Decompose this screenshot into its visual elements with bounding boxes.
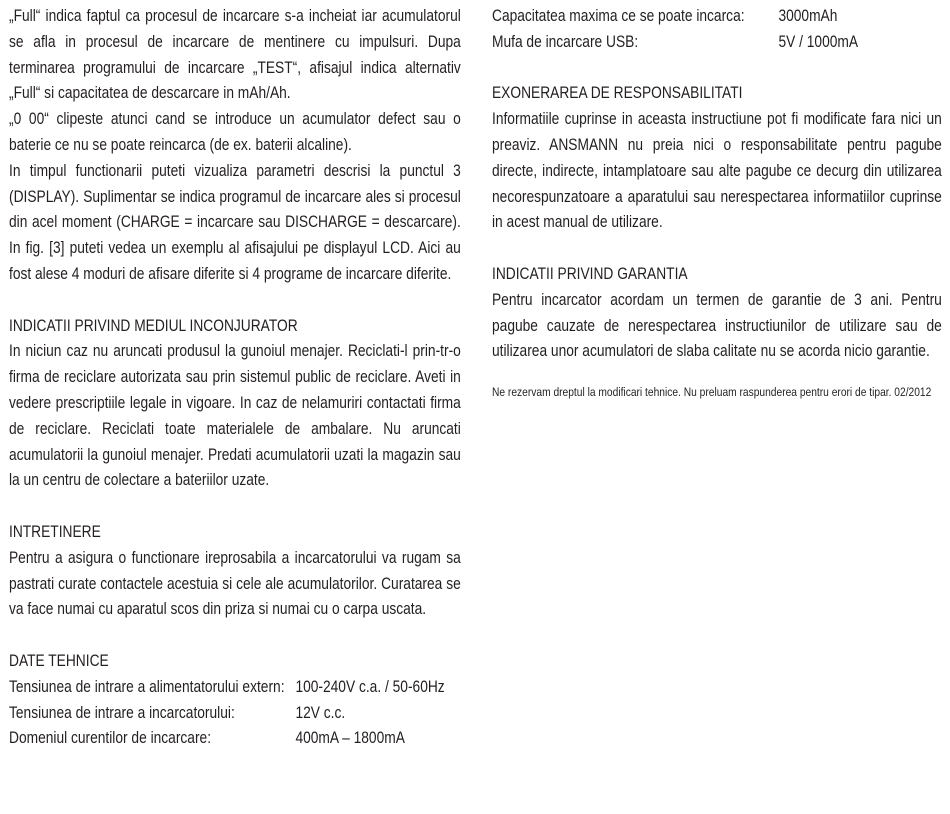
right-column [492, 4, 942, 401]
maintenance-heading: INTRETINERE [9, 522, 101, 541]
tech-row-charge-current [9, 726, 461, 752]
tech-row-input-charger [9, 701, 461, 727]
tech-row-value: 12V c.c. [295, 703, 346, 722]
tech-row-value: 3000mAh [778, 7, 838, 25]
display-full-paragraph: „Full“ indica faptul ca procesul de incarcare s-a incheiat iar acumulatorul se afla in procesul de incarcare de mentinere cu impulsuri. Dupa terminarea programului de incarcare „TEST“, afisajul indica alternativ „Full“ si capacitatea de descarcare in mAh/Ah. [9, 7, 461, 103]
tech-row-label: Capacitatea maxima ce se poate incarca: [492, 7, 745, 25]
warranty-heading: INDICATII PRIVIND GARANTIA [492, 264, 688, 283]
left-column [9, 4, 461, 752]
tech-row-value: 5V / 1000mA [778, 32, 859, 51]
tech-row-label: Tensiunea de intrare a alimentatorului extern: [9, 677, 285, 696]
disclaimer-text: Informatiile cuprinse in aceasta instructiune pot fi modificate fara nici un preaviz. ANSMANN nu preia nici o responsabilitate pentru pagube directe, indirecte, intamplatoare sau alte pagube ce decurg din utilizarea necorespunzatoare a aparatului sau nerespectarea informatiilor cuprinse in acest manual de utilizare. [492, 110, 942, 232]
tech-row-label: Domeniul curentilor de incarcare: [9, 729, 212, 748]
disclaimer-heading: EXONERAREA DE RESPONSABILITATI [492, 84, 743, 103]
tech-data-heading: DATE TEHNICE [9, 651, 109, 670]
tech-row-value: 400mA – 1800mA [295, 729, 405, 748]
footer-note: Ne rezervam dreptul la modificari tehnice. Nu preluam raspunderea pentru erori de tipar. 02/2012 [492, 385, 932, 400]
tech-row-input-adapter [9, 675, 461, 701]
display-parameters-paragraph: In timpul functionarii puteti vizualiza parametri descrisi la punctul 3 (DISPLAY). Suplimentar se indica programul de incarcare ales si procesul din acel moment (CHARGE = incarcare sau DISCHARGE = descarcare). In fig. [3] puteti vedea un exemplu al afisajului pe displayul LCD. Aici au fost alese 4 moduri de afisare diferite si 4 programe de incarcare diferite. [9, 161, 461, 283]
tech-row-label: Mufa de incarcare USB: [492, 32, 639, 51]
defect-battery-paragraph: „0 00“ clipeste atunci cand se introduce un acumulator defect sau o baterie ce nu se poate reincarca (de ex. baterii alcaline). [9, 110, 461, 154]
tech-row-usb [492, 30, 942, 56]
tech-row-label: Tensiunea de intrare a incarcatorului: [9, 703, 235, 722]
tech-row-max-capacity [492, 4, 942, 30]
maintenance-text: Pentru a asigura o functionare ireprosabila a incarcatorului va rugam sa pastrati curate contactele acestuia si cele ale acumulatorilor. Curatarea se va face numai cu aparatul scos din priza si numai cu o carpa uscata. [9, 548, 461, 619]
tech-row-value: 100-240V c.a. / 50-60Hz [295, 677, 445, 696]
environment-text: In niciun caz nu aruncati produsul la gunoiul menajer. Reciclati-l prin-tr-o firma de reciclare autorizata sau prin sistemul public de reciclare. Aveti in vedere prescriptiile legale in vigoare. In caz de nelamuriri contactati firma de reciclare. Reciclati toate materialele de ambalare. Nu aruncati acumulatorii la gunoiul menajer. Predati acumulatorii uzati la magazin sau la un centru de colectare a bateriilor uzate. [9, 342, 461, 490]
environment-heading: INDICATII PRIVIND MEDIUL INCONJURATOR [9, 316, 298, 335]
warranty-text: Pentru incarcator acordam un termen de garantie de 3 ani. Pentru pagube cauzate de nerespectarea instructiunilor de utilizare sau de utilizarea unor acumulatori de slaba calitate nu se acorda nicio garantie. [492, 290, 942, 361]
